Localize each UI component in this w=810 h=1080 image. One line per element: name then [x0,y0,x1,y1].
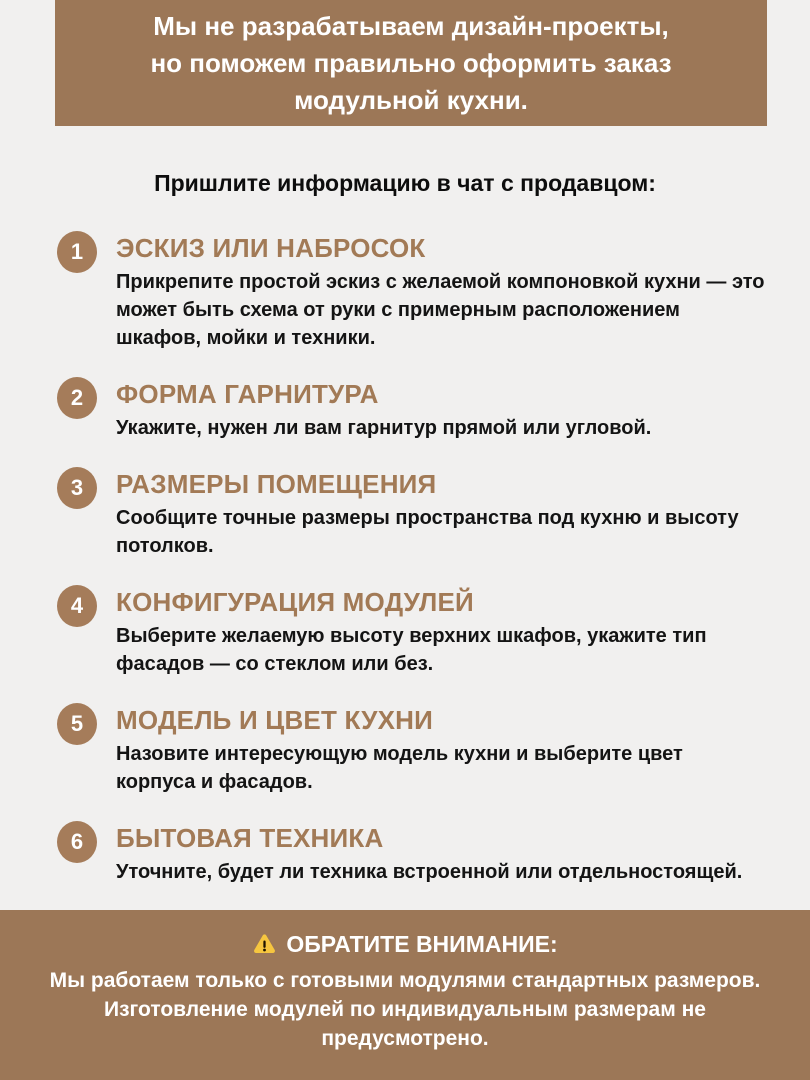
step-title: ЭСКИЗ ИЛИ НАБРОСОК [116,233,426,263]
step-description: Сообщите точные размеры пространства под кухню и высоту потолков. [116,507,739,557]
steps-list [0,231,810,976]
step-item-2 [57,377,765,442]
step-number-badge: 1 [57,231,97,273]
banner-disclaimer [55,0,767,126]
step-title: МОДЕЛЬ И ЦВЕТ КУХНИ [116,705,433,735]
step-title: БЫТОВАЯ ТЕХНИКА [116,823,384,853]
step-description: Укажите, нужен ли вам гарнитур прямой или угловой. [116,417,652,439]
step-item-5 [57,703,765,796]
step-body [116,377,765,442]
step-description: Назовите интересующую модель кухни и выберите цвет корпуса и фасадов. [116,743,683,793]
page-subtitle: Пришлите информацию в чат с продавцом: [154,170,656,196]
step-number-badge: 6 [57,821,97,863]
step-item-4 [57,585,765,678]
notice-heading: ОБРАТИТЕ ВНИМАНИЕ: [286,931,558,957]
step-body [116,231,765,352]
step-title: РАЗМЕРЫ ПОМЕЩЕНИЯ [116,469,437,499]
notice-banner [0,910,810,1080]
step-body [116,821,765,886]
step-item-6 [57,821,765,886]
step-item-3 [57,467,765,560]
notice-heading-row [0,931,810,958]
step-body [116,467,765,560]
banner-text: Мы не разрабатываем дизайн-проекты, но поможем правильно оформить заказ модульной кухни. [150,10,672,115]
warning-triangle-icon [252,932,277,957]
step-description: Выберите желаемую высоту верхних шкафов, укажите тип фасадов — со стеклом или без. [116,625,707,675]
step-number-badge: 2 [57,377,97,419]
step-body [116,585,765,678]
step-description: Уточните, будет ли техника встроенной или отдельностоящей. [116,861,743,883]
step-title: КОНФИГУРАЦИЯ МОДУЛЕЙ [116,587,474,617]
step-title: ФОРМА ГАРНИТУРА [116,379,379,409]
notice-text: Мы работаем только с готовыми модулями стандартных размеров. Изготовление модулей по индивидуальным размерам не предусмотрено. [49,969,761,1050]
step-number-badge: 5 [57,703,97,745]
step-number-badge: 4 [57,585,97,627]
step-description: Прикрепите простой эскиз с желаемой компоновкой кухни — это может быть схема от руки с примерным расположением шкафов, мойки и техники. [116,271,765,349]
step-item-1 [57,231,765,352]
step-number-badge: 3 [57,467,97,509]
step-body [116,703,765,796]
